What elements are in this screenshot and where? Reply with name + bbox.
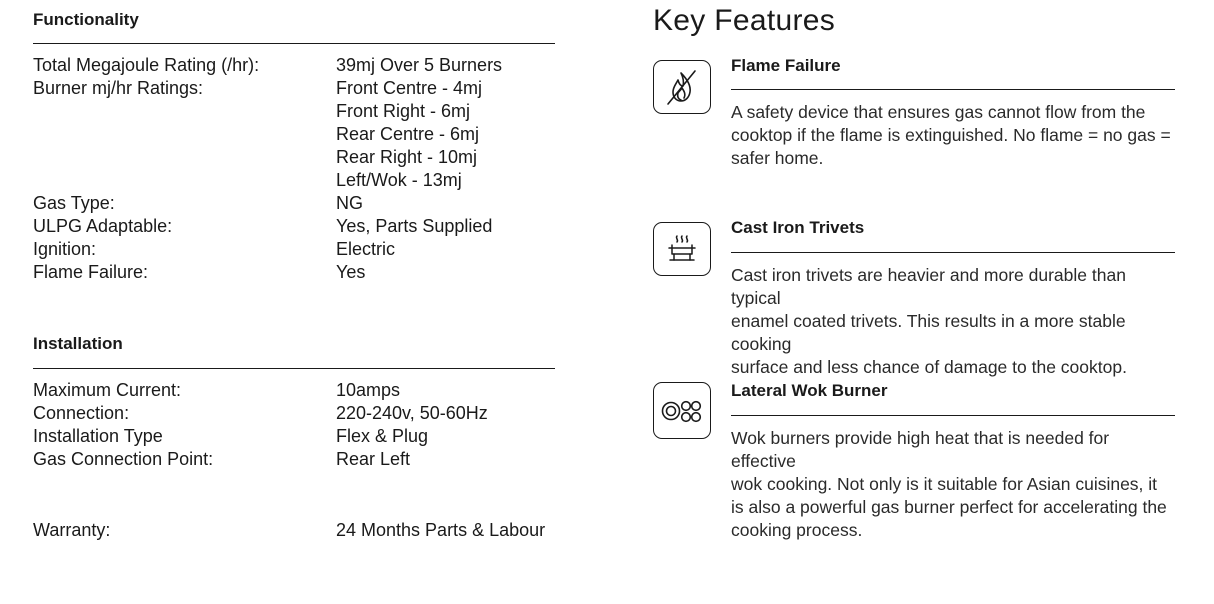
- functionality-divider: [33, 43, 555, 44]
- cast-iron-trivet-icon: [653, 222, 711, 276]
- feature-lateral-wok-burner: [653, 380, 1175, 540]
- feature-title: Lateral Wok Burner: [731, 381, 888, 400]
- spec-row-warranty: [33, 519, 555, 542]
- spec-label: Connection:: [33, 403, 130, 423]
- spec-value-line: Yes, Parts Supplied: [336, 216, 493, 236]
- spec-row-max-current: [33, 379, 555, 402]
- spec-label: Total Megajoule Rating (/hr):: [33, 55, 260, 75]
- spec-value: [336, 192, 555, 215]
- spec-value: [336, 238, 555, 261]
- spec-value-line: Electric: [336, 239, 396, 259]
- spec-value-line: Rear Right - 10mj: [336, 147, 478, 167]
- functionality-list: [33, 54, 555, 284]
- spec-row-installation-type: [33, 425, 555, 448]
- spec-value: Flex & Plug: [336, 426, 429, 446]
- feature-description: [731, 264, 1171, 379]
- feature-description-line: Cast iron trivets are heavier and more durable than typical: [731, 265, 1126, 308]
- feature-description-line: Wok burners provide high heat that is needed for effective: [731, 428, 1110, 471]
- spec-value: [336, 215, 555, 238]
- spec-value: 220-240v, 50-60Hz: [336, 403, 488, 423]
- spec-value-line: Front Right - 6mj: [336, 101, 471, 121]
- spec-row-connection: [33, 402, 555, 425]
- key-features-heading: Key Features: [653, 4, 836, 37]
- spec-label: Gas Type:: [33, 193, 115, 213]
- feature-description-line: enamel coated trivets. This results in a more stable cooking: [731, 311, 1126, 354]
- feature-description-line: surface and less chance of damage to the cooktop.: [731, 357, 1127, 377]
- spec-value-line: NG: [336, 193, 363, 213]
- spec-label: Ignition:: [33, 239, 97, 259]
- spec-label: Flame Failure:: [33, 262, 149, 282]
- feature-flame-failure: [653, 55, 1175, 215]
- warranty-value: 24 Months Parts & Labour: [336, 520, 546, 540]
- installation-section: [33, 333, 555, 471]
- feature-description-line: cooking process.: [731, 520, 863, 540]
- feature-divider: [731, 252, 1175, 253]
- spec-value: 10amps: [336, 380, 401, 400]
- feature-description-line: cooktop if the flame is extinguished. No flame = no gas =: [731, 125, 1171, 145]
- feature-divider: [731, 89, 1175, 90]
- spec-row-total-megajoule: [33, 54, 555, 77]
- spec-row-flame-failure: [33, 261, 555, 284]
- installation-heading: Installation: [33, 334, 123, 353]
- spec-label: ULPG Adaptable:: [33, 216, 173, 236]
- spec-label: Gas Connection Point:: [33, 449, 214, 469]
- functionality-heading: Functionality: [33, 10, 139, 29]
- spec-value-line: Front Centre - 4mj: [336, 78, 483, 98]
- feature-description-line: A safety device that ensures gas cannot flow from the: [731, 102, 1146, 122]
- spec-label: Maximum Current:: [33, 380, 182, 400]
- feature-description-line: safer home.: [731, 148, 824, 168]
- feature-cast-iron-trivets: [653, 217, 1175, 377]
- flame-failure-icon: [653, 60, 711, 114]
- feature-divider: [731, 415, 1175, 416]
- feature-title: Flame Failure: [731, 56, 841, 75]
- functionality-section: [33, 9, 555, 284]
- feature-description: [731, 101, 1171, 170]
- spec-row-ignition: [33, 238, 555, 261]
- spec-value-line: Yes: [336, 262, 366, 282]
- spec-value: Rear Left: [336, 449, 411, 469]
- spec-value: [336, 54, 555, 77]
- installation-list: [33, 379, 555, 471]
- installation-divider: [33, 368, 555, 369]
- spec-value: [336, 261, 555, 284]
- spec-row-burner-ratings: [33, 77, 555, 192]
- spec-label: Burner mj/hr Ratings:: [33, 78, 204, 98]
- spec-value: [336, 77, 555, 192]
- feature-description-line: wok cooking. Not only is it suitable for Asian cuisines, it: [731, 474, 1158, 494]
- feature-description-line: is also a powerful gas burner perfect for accelerating the: [731, 497, 1167, 517]
- feature-title: Cast Iron Trivets: [731, 218, 865, 237]
- wok-burner-icon: [653, 382, 711, 439]
- spec-row-gas-connection-point: [33, 448, 555, 471]
- spec-value-line: Left/Wok - 13mj: [336, 170, 462, 190]
- spec-label: Installation Type: [33, 426, 163, 446]
- warranty-label: Warranty:: [33, 520, 111, 540]
- spec-value-line: Rear Centre - 6mj: [336, 124, 480, 144]
- spec-row-ulpg: [33, 215, 555, 238]
- feature-description: [731, 427, 1171, 542]
- spec-value-line: 39mj Over 5 Burners: [336, 55, 503, 75]
- spec-row-gas-type: [33, 192, 555, 215]
